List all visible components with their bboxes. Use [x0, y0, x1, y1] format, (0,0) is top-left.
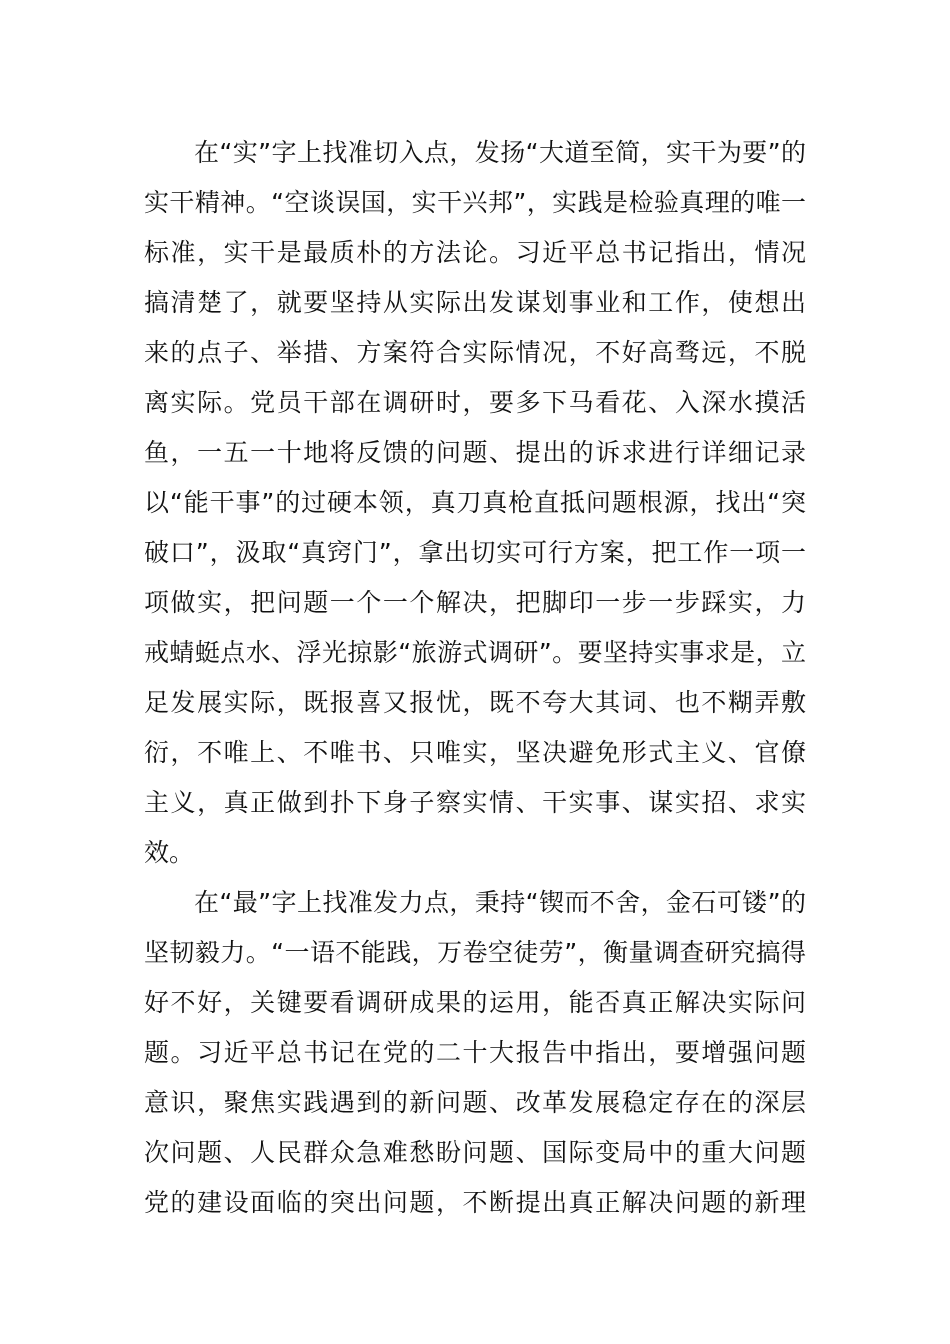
paragraph-2-line-5: 意识，聚焦实践遇到的新问题、改革发展稳定存在的深层 — [144, 1088, 806, 1117]
paragraph-1-line-7: 鱼，一五一十地将反馈的问题、提出的诉求进行详细记录 — [144, 438, 806, 467]
paragraph-2-line-1: 在“最”字上找准发力点，秉持“锲而不舍，金石可镂”的 — [194, 888, 806, 917]
paragraph-2-line-6: 次问题、人民群众急难愁盼问题、国际变局中的重大问题 — [144, 1138, 806, 1167]
paragraph-1-line-13: 衍，不唯上、不唯书、只唯实，坚决避免形式主义、官僚 — [144, 738, 806, 767]
paragraph-2-line-3: 好不好，关键要看调研成果的运用，能否真正解决实际问 — [144, 988, 806, 1017]
paragraph-1-line-2: 实干精神。“空谈误国，实干兴邦”，实践是检验真理的唯一 — [144, 188, 806, 217]
paragraph-1-line-4: 搞清楚了，就要坚持从实际出发谋划事业和工作，使想出 — [144, 288, 806, 317]
paragraph-2-line-7: 党的建设面临的突出问题，不断提出真正解决问题的新理 — [144, 1188, 806, 1217]
paragraph-1-line-1: 在“实”字上找准切入点，发扬“大道至简，实干为要”的 — [194, 138, 806, 167]
paragraph-2-line-4: 题。习近平总书记在党的二十大报告中指出，要增强问题 — [144, 1038, 806, 1067]
paragraph-1-line-6: 离实际。党员干部在调研时，要多下马看花、入深水摸活 — [144, 388, 806, 417]
paragraph-1-line-9: 破口”，汲取“真窍门”，拿出切实可行方案，把工作一项一 — [144, 538, 806, 567]
paragraph-1-line-5: 来的点子、举措、方案符合实际情况，不好高骛远，不脱 — [144, 338, 806, 367]
paragraph-1-line-8: 以“能干事”的过硬本领，真刀真枪直抵问题根源，找出“突 — [144, 488, 806, 517]
paragraph-1-line-10: 项做实，把问题一个一个解决，把脚印一步一步踩实，力 — [144, 588, 806, 617]
paragraph-1-line-11: 戒蜻蜓点水、浮光掠影“旅游式调研”。要坚持实事求是，立 — [144, 638, 806, 667]
paragraph-2-line-2: 坚韧毅力。“一语不能践，万卷空徒劳”，衡量调查研究搞得 — [144, 938, 806, 967]
paragraph-1-line-3: 标准，实干是最质朴的方法论。习近平总书记指出，情况 — [144, 238, 806, 267]
paragraph-1-line-14: 主义，真正做到扑下身子察实情、干实事、谋实招、求实 — [144, 788, 806, 817]
document-body — [144, 128, 806, 1228]
paragraph-1-line-15: 效。 — [144, 838, 195, 867]
paragraph-1-line-12: 足发展实际，既报喜又报忧，既不夸大其词、也不糊弄敷 — [144, 688, 806, 717]
